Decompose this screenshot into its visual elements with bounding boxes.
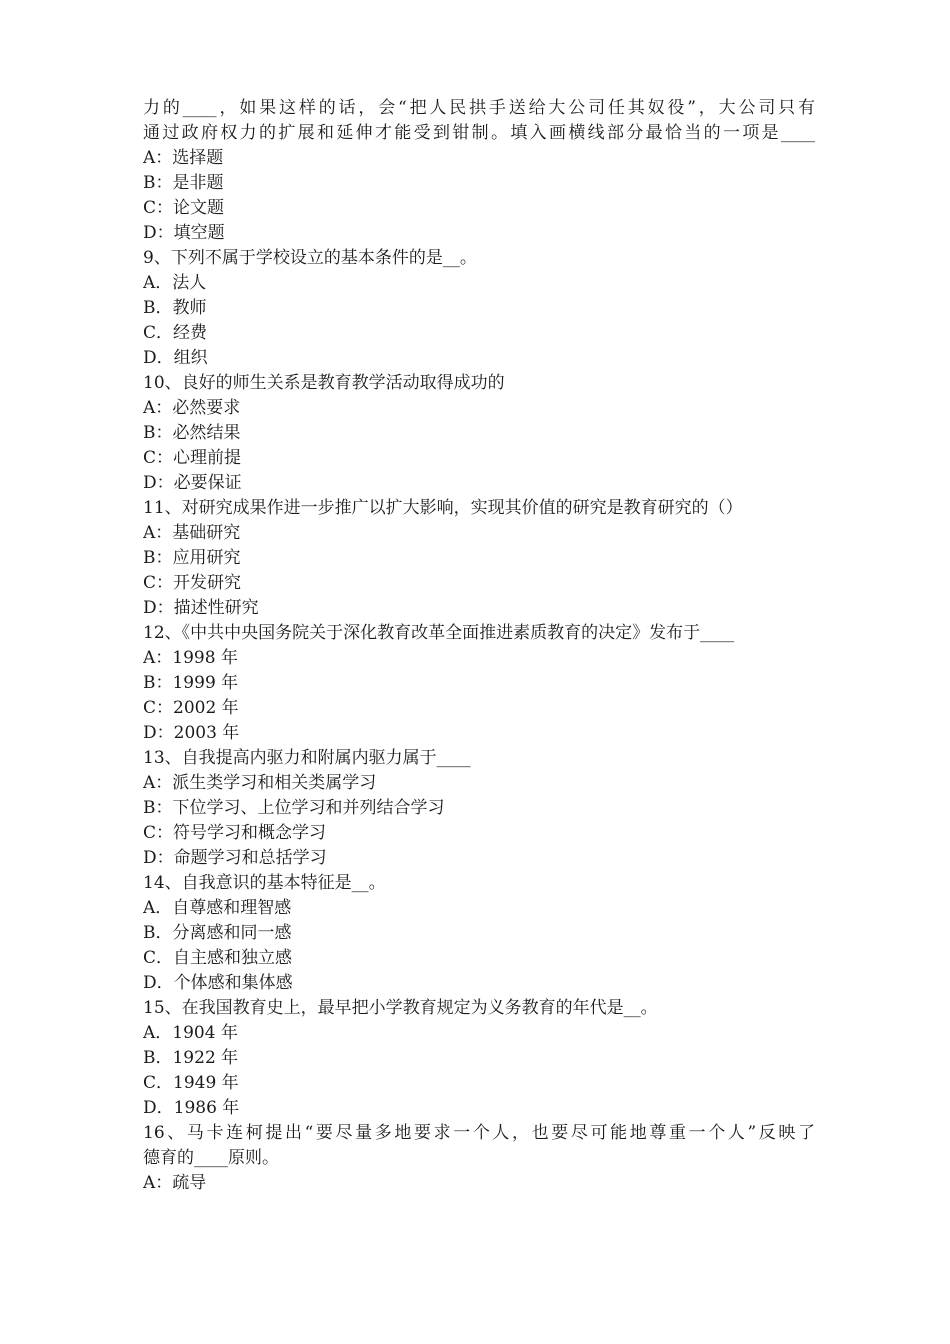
option-line: D：必要保证 xyxy=(143,473,242,493)
option-line: B．分离感和同一感 xyxy=(143,923,292,943)
option-line: D．1986 年 xyxy=(143,1098,240,1118)
document-page xyxy=(143,96,815,1196)
option-line: A：疏导 xyxy=(143,1173,207,1193)
option-line: B：下位学习、上位学习和并列结合学习 xyxy=(143,798,445,818)
option-line: C：2002 年 xyxy=(143,698,239,718)
text-line: 通过政府权力的扩展和延伸才能受到钳制。填入画横线部分最恰当的一项是____ xyxy=(143,123,815,143)
option-line: D：命题学习和总括学习 xyxy=(143,848,327,868)
question-line: 德育的____原则。 xyxy=(143,1148,279,1168)
question-line: 9、下列不属于学校设立的基本条件的是__。 xyxy=(143,248,477,268)
option-line: C．自主感和独立感 xyxy=(143,948,293,968)
text-line: 力的____，如果这样的话，会“把人民拱手送给大公司任其奴役”，大公司只有 xyxy=(143,98,815,118)
option-line: D：2003 年 xyxy=(143,723,240,743)
option-line: A：必然要求 xyxy=(143,398,241,418)
option-line: C．1949 年 xyxy=(143,1073,239,1093)
option-line: B：是非题 xyxy=(143,173,224,193)
question-line: 15、在我国教育史上，最早把小学教育规定为义务教育的年代是__。 xyxy=(143,998,658,1018)
option-line: D．组织 xyxy=(143,348,208,368)
option-line: D：描述性研究 xyxy=(143,598,259,618)
option-line: A．法人 xyxy=(143,273,207,293)
question-line: 14、自我意识的基本特征是__。 xyxy=(143,873,386,893)
option-line: C：符号学习和概念学习 xyxy=(143,823,327,843)
question-line: 16、马卡连柯提出“要尽量多地要求一个人，也要尽可能地尊重一个人”反映了 xyxy=(143,1123,815,1143)
option-line: B：必然结果 xyxy=(143,423,241,443)
option-line: D：填空题 xyxy=(143,223,225,243)
option-line: C：论文题 xyxy=(143,198,225,218)
option-line: A：选择题 xyxy=(143,148,224,168)
question-line: 12、《中共中央国务院关于深化教育改革全面推进素质教育的决定》发布于____ xyxy=(143,623,735,643)
option-line: A．自尊感和理智感 xyxy=(143,898,292,918)
option-line: A：派生类学习和相关类属学习 xyxy=(143,773,377,793)
option-line: B．教师 xyxy=(143,298,207,318)
option-line: C：开发研究 xyxy=(143,573,242,593)
option-line: A：1998 年 xyxy=(143,648,238,668)
question-line: 10、良好的师生关系是教育教学活动取得成功的 xyxy=(143,373,505,393)
option-line: C．经费 xyxy=(143,323,208,343)
question-line: 11、对研究成果作进一步推广以扩大影响，实现其价值的研究是教育研究的（） xyxy=(143,498,743,518)
option-line: B：1999 年 xyxy=(143,673,239,693)
question-line: 13、自我提高内驱力和附属内驱力属于____ xyxy=(143,748,471,768)
option-line: B：应用研究 xyxy=(143,548,241,568)
option-line: D．个体感和集体感 xyxy=(143,973,293,993)
option-line: A．1904 年 xyxy=(143,1023,238,1043)
option-line: A：基础研究 xyxy=(143,523,241,543)
option-line: C：心理前提 xyxy=(143,448,242,468)
option-line: B．1922 年 xyxy=(143,1048,239,1068)
